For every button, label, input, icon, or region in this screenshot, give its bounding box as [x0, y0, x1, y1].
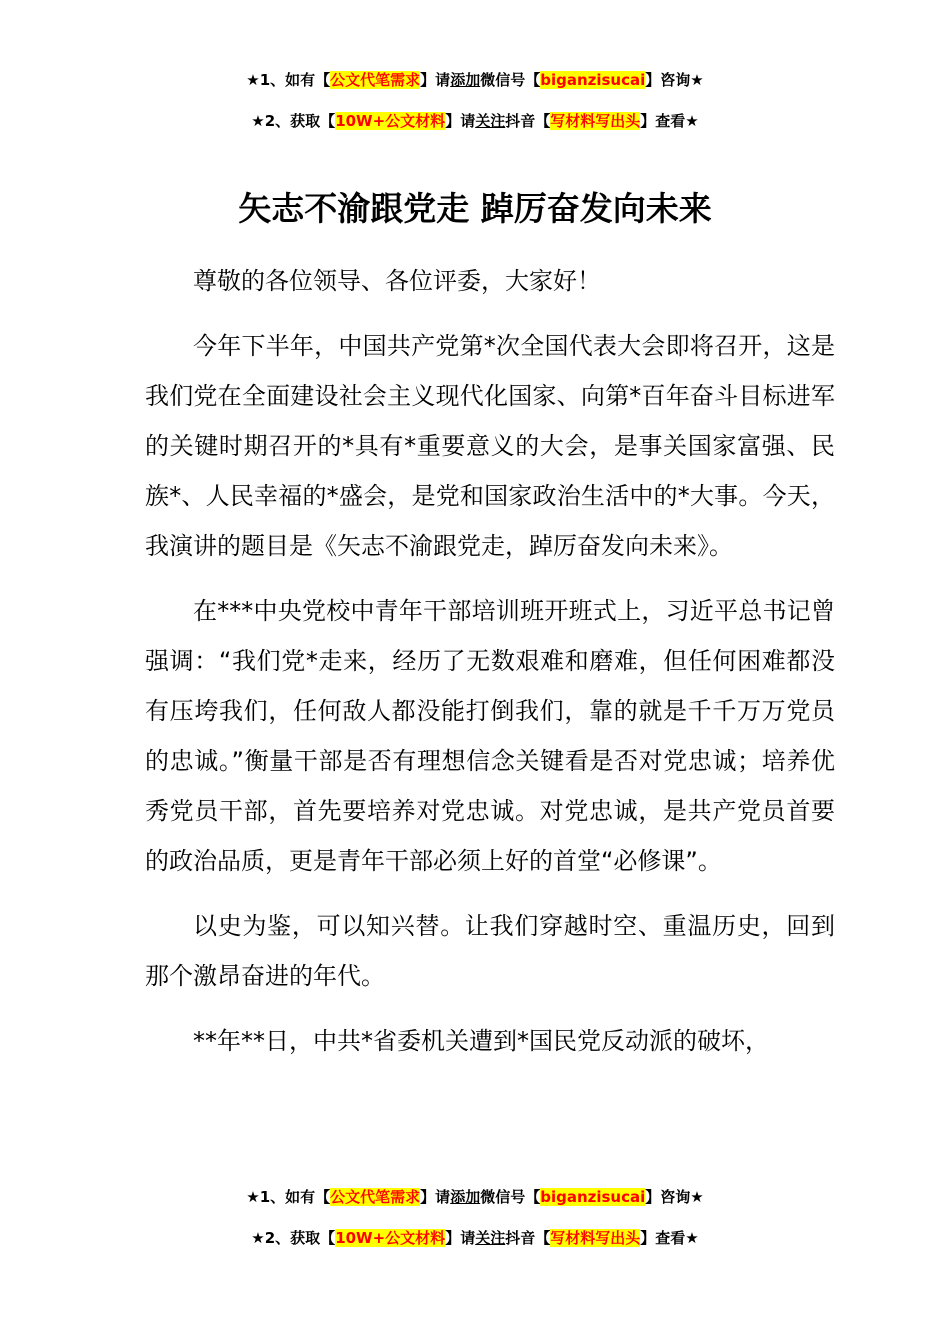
- header-line-1: ★1、如有【公文代笔需求】请添加微信号【biganzisucai】咨询★: [246, 71, 704, 89]
- highlight-service: 公文代笔需求: [330, 71, 421, 89]
- header-banner: [0, 70, 950, 131]
- paragraph-2: 在***中央党校中青年干部培训班开班式上，习近平总书记曾强调：“我们党*走来，经历了无数艰难和磨难，但任何困难都没有压垮我们，任何敌人都没能打倒我们，靠的就是千千万万党员的忠诚。”衡量干部是否有理想信念关键看是否对党忠诚；培养优秀党员干部，首先要培养对党忠诚。对党忠诚，是共产党员首要的政治品质，更是青年干部必须上好的首堂“必修课”。: [145, 597, 835, 875]
- highlight-service: 公文代笔需求: [330, 1188, 421, 1206]
- footer-line-2: ★2、获取【10W+公文材料】请关注抖音【写材料写出头】查看★: [251, 1229, 699, 1247]
- highlight-douyin: 写材料写出头: [550, 112, 641, 130]
- document-title: 矢志不渝跟党走 踔厉奋发向未来: [238, 189, 712, 228]
- header-line-2: ★2、获取【10W+公文材料】请关注抖音【写材料写出头】查看★: [251, 112, 699, 130]
- paragraph-greeting: 尊敬的各位领导、各位评委，大家好！: [193, 267, 601, 295]
- highlight-wechat-id: biganzisucai: [540, 71, 646, 89]
- paragraph-3: 以史为鉴，可以知兴替。让我们穿越时空、重温历史，回到那个激昂奋进的年代。: [145, 912, 835, 990]
- footer-banner: [0, 1187, 950, 1248]
- highlight-douyin: 写材料写出头: [550, 1229, 641, 1247]
- paragraph-4: **年**日，中共*省委机关遭到*国民党反动派的破坏，: [193, 1027, 769, 1055]
- highlight-materials: 10W+公文材料: [335, 1229, 446, 1247]
- highlight-materials: 10W+公文材料: [335, 112, 446, 130]
- highlight-wechat-id: biganzisucai: [540, 1188, 646, 1206]
- footer-line-1: ★1、如有【公文代笔需求】请添加微信号【biganzisucai】咨询★: [246, 1188, 704, 1206]
- document-body: [145, 256, 835, 1066]
- paragraph-1: 今年下半年，中国共产党第*次全国代表大会即将召开，这是我们党在全面建设社会主义现代化国家、向第*百年奋斗目标进军的关键时期召开的*具有*重要意义的大会，是事关国家富强、民族*、人民幸福的*盛会，是党和国家政治生活中的*大事。今天，我演讲的题目是《矢志不渝跟党走，踔厉奋发向未来》。: [145, 332, 835, 560]
